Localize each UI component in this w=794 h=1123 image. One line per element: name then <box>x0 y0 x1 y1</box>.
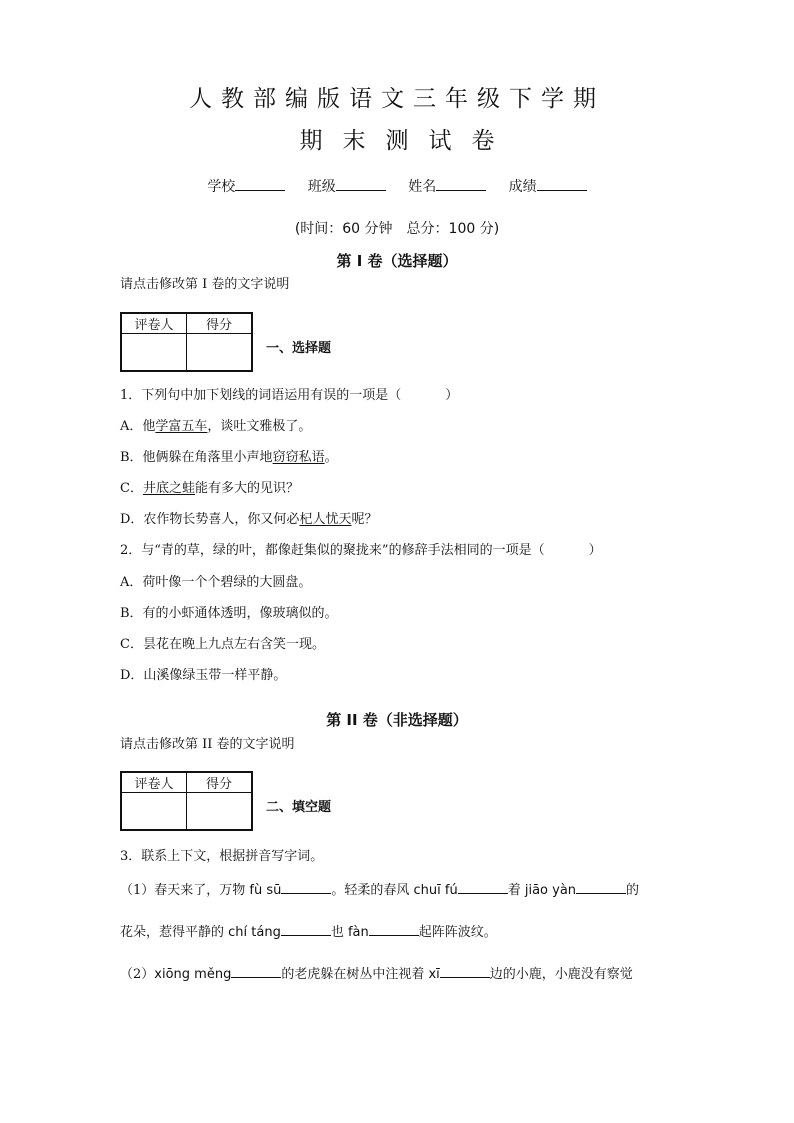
volume2-title: 第 II 卷（非选择题） <box>326 711 468 729</box>
volume2-note[interactable]: 请点击修改第 II 卷的文字说明 <box>120 737 295 752</box>
answer-blank[interactable] <box>231 966 281 978</box>
name-field <box>408 179 486 195</box>
grader-cell[interactable] <box>121 334 187 372</box>
class-label: 班级 <box>307 179 336 195</box>
answer-blank[interactable] <box>458 882 508 894</box>
q1-stem: 1．下列句中加下划线的词语运用有误的一项是（ ） <box>120 388 459 403</box>
q2-option-b: B．有的小虾通体透明，像玻璃似的。 <box>120 606 338 621</box>
name-label: 姓名 <box>408 179 437 195</box>
q2-option-c: C．昙花在晚上九点左右含笑一现。 <box>120 637 325 652</box>
part1-title: 一、选择题 <box>266 341 332 356</box>
q2-option-d: D．山溪像绿玉带一样平静。 <box>120 668 287 683</box>
grader-header: 评卷人 <box>121 772 187 793</box>
answer-blank[interactable] <box>440 966 490 978</box>
score-cell[interactable] <box>187 334 253 372</box>
answer-blank[interactable] <box>281 924 331 936</box>
time-info: (时间：60 分钟 总分：100 分) <box>294 221 500 237</box>
q3-line3: （2）xiōng měng 的老虎躲在树丛中注视着 xī 边的小鹿，小鹿没有察觉 <box>120 967 633 982</box>
q1-option-d: D．农作物长势喜人，你又何必杞人忧天呢？ <box>120 512 378 527</box>
school-label: 学校 <box>207 179 236 195</box>
q3-stem: 3．联系上下文，根据拼音写字词。 <box>120 849 324 864</box>
q3-line1: （1）春天来了，万物 fù sū 。轻柔的春风 chuī fú 着 jiāo yàn 的 <box>120 883 640 898</box>
q2-stem: 2．与“青的草，绿的叶，都像赶集似的聚拢来”的修辞手法相同的一项是（ ） <box>120 543 602 558</box>
q1-option-c: C．井底之蛙能有多大的见识？ <box>120 481 299 496</box>
grader-cell[interactable] <box>121 793 187 831</box>
answer-blank[interactable] <box>576 882 626 894</box>
answer-blank[interactable] <box>369 924 419 936</box>
q2-option-a: A．荷叶像一个个碧绿的大圆盘。 <box>120 575 312 590</box>
volume1-note[interactable]: 请点击修改第 I 卷的文字说明 <box>120 277 290 292</box>
school-blank[interactable] <box>235 178 285 191</box>
answer-blank[interactable] <box>281 882 331 894</box>
exam-title-line2: 期末测试卷 <box>299 128 515 154</box>
school-field <box>207 179 285 195</box>
q1-option-a: A．他学富五车，谈吐文雅极了。 <box>120 419 312 434</box>
q3-line2: 花朵，惹得平静的 chí táng 也 fàn 起阵阵波纹。 <box>120 925 497 940</box>
part2-title: 二、填空题 <box>266 800 332 815</box>
score-label: 成绩 <box>508 179 537 195</box>
class-blank[interactable] <box>336 178 386 191</box>
volume2-score-table <box>120 771 253 831</box>
score-blank[interactable] <box>537 178 587 191</box>
class-field <box>308 179 386 195</box>
score-field <box>509 179 587 195</box>
grader-header: 评卷人 <box>121 313 187 334</box>
score-header: 得分 <box>187 313 253 334</box>
exam-title-line1: 人教部编版语文三年级下学期 <box>189 86 605 112</box>
volume1-title: 第 I 卷（选择题） <box>336 252 458 270</box>
score-header: 得分 <box>187 772 253 793</box>
q1-option-b: B．他俩躲在角落里小声地窃窃私语。 <box>120 450 338 465</box>
volume1-score-table <box>120 312 253 372</box>
score-cell[interactable] <box>187 793 253 831</box>
student-info-row <box>0 176 794 196</box>
name-blank[interactable] <box>436 178 486 191</box>
